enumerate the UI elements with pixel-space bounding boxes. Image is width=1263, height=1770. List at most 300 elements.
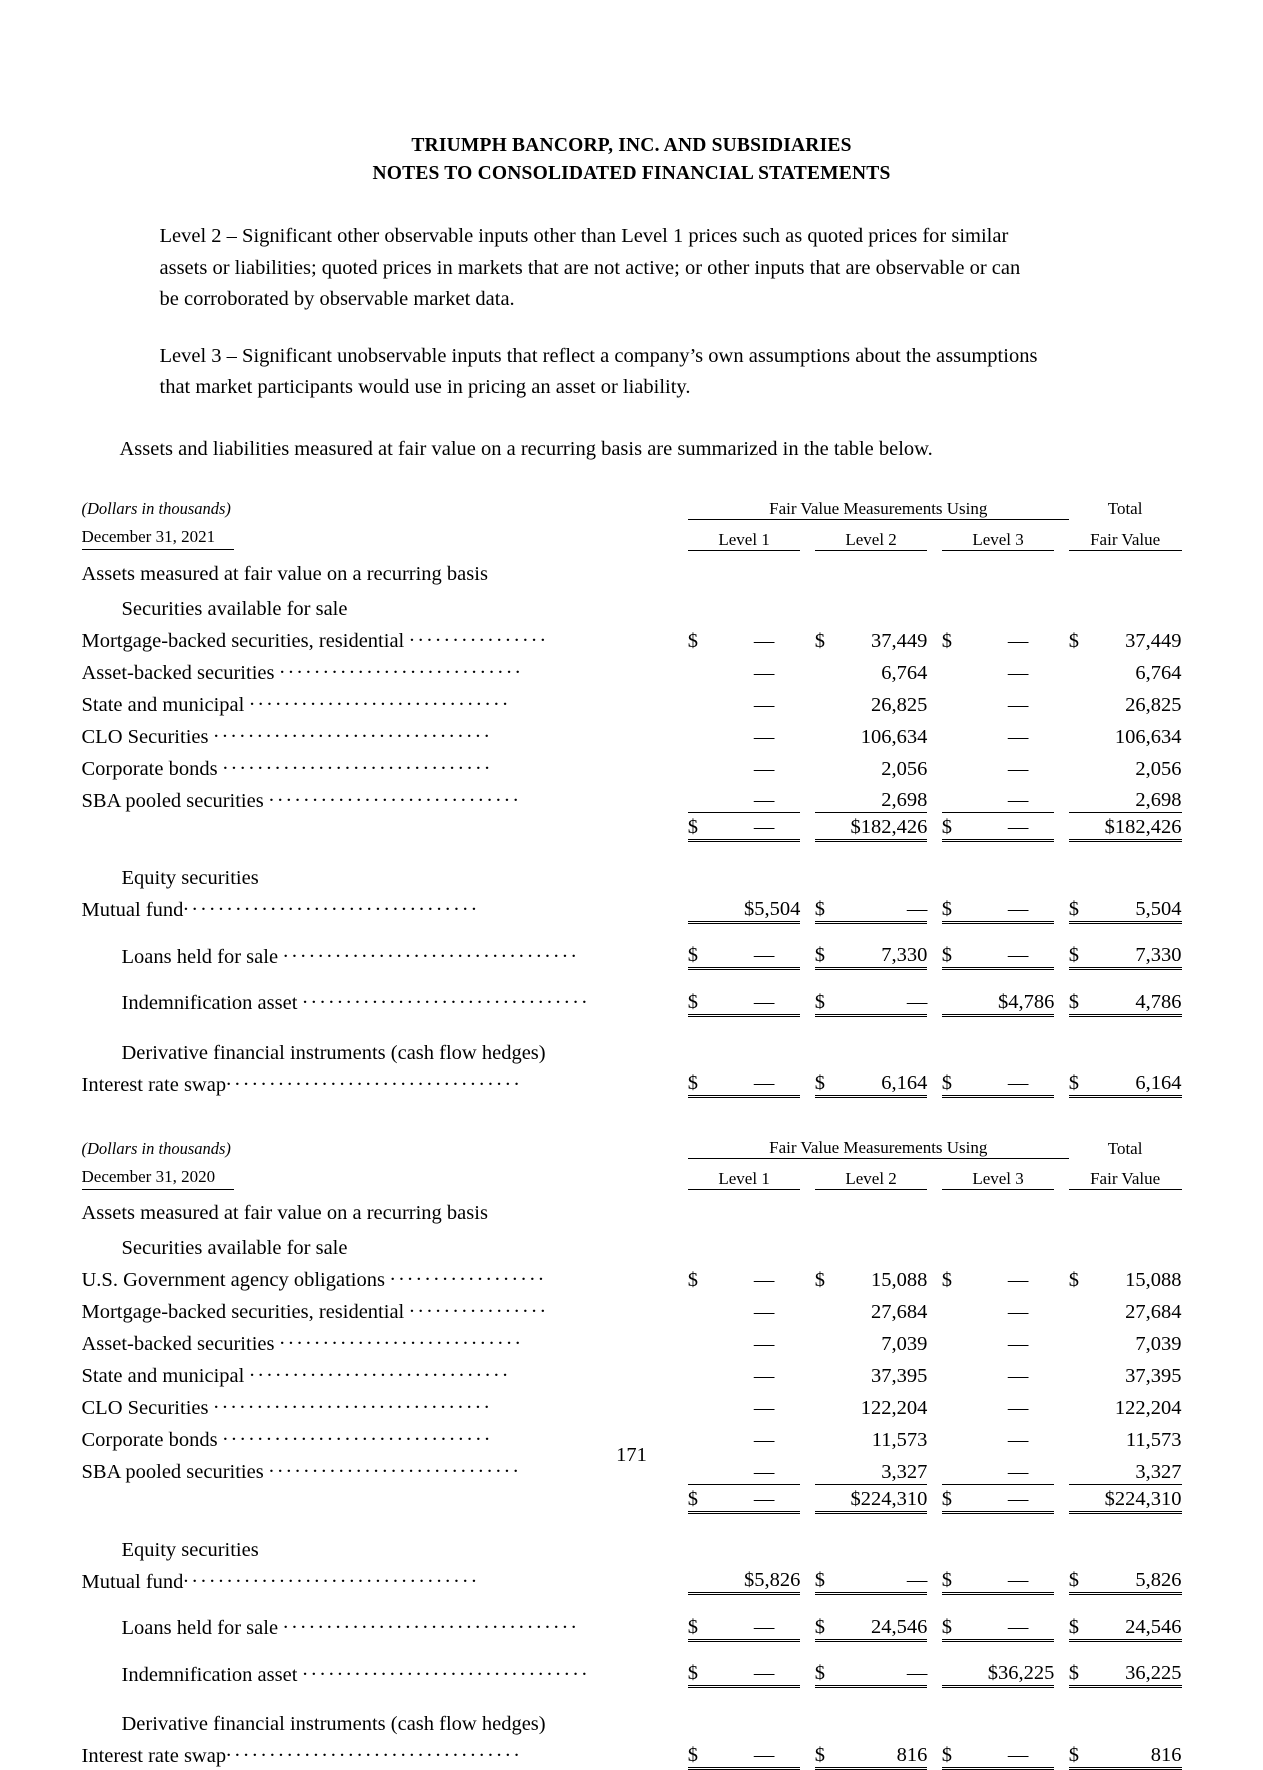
column-header-level-2: Level 2 (815, 519, 928, 550)
level1-value: — (714, 1736, 800, 1768)
leader-dots: .............................. (249, 1359, 512, 1382)
row-label-cell (82, 621, 688, 653)
row-label: State and municipal (81, 1365, 245, 1388)
level1-value: — (714, 1065, 800, 1097)
level2-value: 2,056 (881, 757, 928, 780)
table-units-header-row (82, 1138, 1182, 1159)
row-label-cell (82, 1292, 688, 1324)
level2-symbol (815, 653, 842, 685)
row-label-cell (82, 1736, 688, 1768)
leader-dots: ............................. (268, 1455, 522, 1478)
row-label: Loans held for sale (121, 1617, 279, 1640)
row-label-cell (82, 749, 688, 781)
table-row-interest-rate-swap-2020 (82, 1736, 1182, 1768)
level2-symbol: $ (814, 629, 825, 652)
level1-symbol: $ (688, 937, 715, 969)
level3-symbol: $ (942, 813, 969, 841)
level3-symbol: $ (942, 1562, 969, 1594)
level1-value: — (753, 1397, 775, 1420)
leader-dots: ................................ (213, 719, 493, 742)
table-row-indemnification-asset-2021 (82, 983, 1182, 1015)
total-symbol: $ (1069, 1608, 1096, 1640)
table-row-indemnification-asset-2020 (82, 1655, 1182, 1687)
level3-value: — (1007, 1365, 1029, 1388)
level2-symbol: $ (815, 983, 842, 1015)
total-value: 6,764 (1135, 661, 1182, 684)
level1-symbol: $ (688, 1608, 715, 1640)
level2-value: — (841, 1562, 927, 1594)
level2-symbol (815, 781, 842, 813)
level1-value: $5,826 (714, 1562, 800, 1594)
level3-symbol: $ (942, 1736, 969, 1768)
level1-value: — (714, 937, 800, 969)
level2-value: 7,330 (841, 937, 927, 969)
row-label: Mortgage-backed securities, residential (81, 629, 405, 652)
level1-value: — (753, 693, 775, 716)
table-row (82, 621, 1182, 653)
table-row (82, 1292, 1182, 1324)
level3-symbol: $ (942, 1065, 969, 1097)
paragraph-level-2: Level 2 – Significant other observable inputs other than Level 1 prices such as quoted prices for similar assets or liabilities; quoted prices in markets that are not active; or other inputs that are observable or can be corroborated by observable market data. (159, 225, 1021, 310)
level3-value: — (968, 781, 1054, 813)
level1-value: — (753, 661, 775, 684)
row-label: SBA pooled securities (81, 789, 264, 812)
row-label: Mutual fund (81, 1570, 184, 1593)
total-value: 11,573 (1125, 1429, 1182, 1452)
level3-value: — (968, 937, 1054, 969)
level1-value: — (753, 725, 775, 748)
total-value: 2,056 (1135, 757, 1182, 780)
level3-value: — (968, 1452, 1054, 1484)
row-label: Asset-backed securities (81, 661, 275, 684)
level1-symbol (688, 781, 715, 813)
table-row (82, 1260, 1182, 1292)
total-value: 106,634 (1114, 725, 1182, 748)
leader-dots: ................ (409, 623, 549, 646)
total-symbol (1069, 781, 1096, 813)
level2-symbol: $ (815, 1065, 842, 1097)
total-value: 7,330 (1095, 937, 1181, 969)
row-label: Interest rate swap (81, 1073, 227, 1096)
level3-value: — (1007, 1397, 1029, 1420)
level2-value: $224,310 (841, 1484, 927, 1512)
level2-symbol (815, 717, 842, 749)
leader-dots: ............................ (279, 1327, 524, 1350)
total-value: 7,039 (1135, 1333, 1182, 1356)
table-column-header-row (82, 519, 1182, 550)
level2-symbol: $ (815, 1608, 842, 1640)
section-label-assets: Assets measured at fair value on a recurring basis (81, 1202, 488, 1225)
level3-symbol: $ (942, 1484, 969, 1512)
leader-dots: ................................. (302, 1657, 591, 1680)
level1-value: — (714, 781, 800, 813)
company-title: TRIUMPH BANCORP, INC. AND SUBSIDIARIES (411, 135, 852, 156)
level2-symbol: $ (815, 937, 842, 969)
leader-dots: .................. (390, 1263, 548, 1286)
level2-value: 106,634 (860, 725, 928, 748)
table-row-afs-subtotal-2021 (82, 813, 1182, 841)
section-label-assets: Assets measured at fair value on a recurring basis (81, 562, 488, 585)
level1-value: — (714, 1655, 800, 1687)
level2-value: 3,327 (841, 1452, 927, 1484)
level3-value: — (1007, 1333, 1029, 1356)
section-label-equity-securities: Equity securities (121, 1538, 259, 1561)
level3-symbol (942, 717, 969, 749)
total-symbol: $ (1069, 1736, 1096, 1768)
total-symbol: $ (1068, 629, 1079, 652)
table-row (82, 717, 1182, 749)
level1-value: — (753, 1269, 775, 1292)
level2-value: 7,039 (881, 1333, 928, 1356)
level1-value: — (714, 1452, 800, 1484)
leader-dots: .................................. (226, 1739, 523, 1762)
total-symbol: $ (1068, 1269, 1079, 1292)
leader-dots: .................................. (226, 1067, 523, 1090)
level2-value: — (841, 890, 927, 922)
row-label-cell (82, 1356, 688, 1388)
level2-value: $182,426 (841, 813, 927, 841)
level3-value: — (1007, 1301, 1029, 1324)
column-header-level-3: Level 3 (942, 1159, 1055, 1190)
row-label-cell (82, 890, 688, 922)
level2-symbol (815, 1292, 842, 1324)
total-symbol (1069, 1324, 1096, 1356)
level3-symbol (942, 653, 969, 685)
level1-symbol (688, 1356, 715, 1388)
level1-symbol (688, 685, 715, 717)
page-number: 171 (616, 1444, 647, 1466)
units-label: (Dollars in thousands) (81, 499, 231, 519)
level1-symbol: $ (687, 1269, 699, 1292)
level2-value: 26,825 (871, 693, 928, 716)
table-row-loans-held-for-sale-2021 (82, 937, 1182, 969)
total-symbol (1069, 1356, 1096, 1388)
fair-value-table-2021-block (82, 499, 1182, 1099)
level3-value: $36,225 (968, 1655, 1054, 1687)
paragraph-level-3: Level 3 – Significant unobservable inputs that reflect a company’s own assumptions about the assumptions that market participants would use in pricing an asset or liability. (159, 344, 1038, 398)
level1-symbol (688, 749, 715, 781)
level2-value: — (841, 1655, 927, 1687)
level2-symbol (815, 1484, 842, 1512)
row-label: SBA pooled securities (81, 1461, 264, 1484)
level3-value: — (968, 1065, 1054, 1097)
table-units-header-row (82, 499, 1182, 520)
level2-symbol: $ (815, 1655, 842, 1687)
level3-symbol: $ (941, 629, 952, 652)
table-row (82, 1356, 1182, 1388)
level3-value: — (968, 1484, 1054, 1512)
total-value: 5,826 (1095, 1562, 1181, 1594)
level1-symbol: $ (688, 1484, 715, 1512)
level2-value: 15,088 (871, 1269, 928, 1292)
leader-dots: .................................. (183, 893, 481, 916)
level3-symbol (942, 749, 969, 781)
total-symbol (1069, 1484, 1096, 1512)
level1-value: — (753, 1333, 775, 1356)
column-header-level-1: Level 1 (688, 1159, 801, 1190)
section-row-equity-2021 (82, 855, 1182, 890)
row-label-cell (82, 653, 688, 685)
level3-symbol (942, 1356, 969, 1388)
level1-symbol: $ (688, 1065, 715, 1097)
total-value: 27,684 (1125, 1301, 1182, 1324)
level2-symbol: $ (815, 1562, 842, 1594)
total-value: 15,088 (1125, 1269, 1182, 1292)
level1-symbol: $ (687, 629, 699, 652)
level2-symbol (815, 749, 842, 781)
row-label-cell (82, 1260, 688, 1292)
level2-value: 6,164 (841, 1065, 927, 1097)
total-symbol (1069, 813, 1096, 841)
total-symbol: $ (1069, 1562, 1096, 1594)
level1-symbol (688, 1292, 715, 1324)
level2-value: 2,698 (841, 781, 927, 813)
section-row-derivative-2020 (82, 1701, 1182, 1736)
level1-value: — (753, 1429, 775, 1452)
total-value: 816 (1095, 1736, 1181, 1768)
level3-value: — (1007, 1269, 1029, 1292)
total-header-label: Total (1107, 1138, 1143, 1158)
total-symbol: $ (1069, 937, 1096, 969)
level2-symbol (815, 1388, 842, 1420)
row-label: Mutual fund (81, 899, 184, 922)
level2-value: — (841, 983, 927, 1015)
section-row-afs-2021 (82, 586, 1182, 621)
level3-symbol (942, 1655, 969, 1687)
row-label-cell (82, 1608, 688, 1640)
total-symbol: $ (1069, 983, 1096, 1015)
level2-value: 816 (841, 1736, 927, 1768)
level1-symbol: $ (688, 1655, 715, 1687)
row-label-cell (82, 937, 688, 969)
column-header-level-3: Level 3 (942, 519, 1055, 550)
row-label-cell (82, 685, 688, 717)
total-value: 24,546 (1095, 1608, 1181, 1640)
level1-value: — (714, 1484, 800, 1512)
level1-symbol: $ (688, 983, 715, 1015)
table-row-loans-held-for-sale-2020 (82, 1608, 1182, 1640)
total-value: 4,786 (1095, 983, 1181, 1015)
level3-value: — (1007, 725, 1029, 748)
level3-symbol (942, 685, 969, 717)
table-row-afs-subtotal-2020 (82, 1484, 1182, 1512)
table-row (82, 653, 1182, 685)
table-date-2021: December 31, 2021 (82, 519, 234, 550)
table-row (82, 1388, 1182, 1420)
row-label: Mortgage-backed securities, residential (81, 1301, 405, 1324)
row-label: Interest rate swap (81, 1745, 227, 1768)
table-row-mutual-fund-2021 (82, 890, 1182, 922)
section-label-securities-afs: Securities available for sale (121, 1237, 348, 1260)
section-label-securities-afs: Securities available for sale (121, 597, 348, 620)
level2-symbol (815, 1356, 842, 1388)
level3-symbol: $ (942, 937, 969, 969)
leader-dots: ............................ (279, 655, 524, 678)
level2-value: 27,684 (871, 1301, 928, 1324)
table-row (82, 749, 1182, 781)
level3-value: — (1007, 661, 1029, 684)
column-header-total-fair-value: Fair Value (1069, 1159, 1182, 1190)
table-row (82, 1324, 1182, 1356)
level3-value: — (1007, 693, 1029, 716)
level3-value: — (1007, 1429, 1029, 1452)
row-label-cell (82, 1065, 688, 1097)
document-subtitle: NOTES TO CONSOLIDATED FINANCIAL STATEMENTS (372, 162, 891, 184)
total-symbol: $ (1069, 1655, 1096, 1687)
leader-dots: ............................... (222, 751, 494, 774)
section-label-derivative: Derivative financial instruments (cash flow hedges) (121, 1713, 546, 1736)
level2-value: 11,573 (871, 1429, 928, 1452)
table-row (82, 685, 1182, 717)
total-symbol (1069, 685, 1096, 717)
total-symbol: $ (1069, 890, 1096, 922)
level3-value: $4,786 (968, 983, 1054, 1015)
level3-value: — (1007, 629, 1029, 652)
row-label: CLO Securities (81, 1397, 209, 1420)
column-header-level-1: Level 1 (688, 519, 801, 550)
level2-value: 24,546 (841, 1608, 927, 1640)
row-label-cell (82, 1655, 688, 1687)
table-row (82, 781, 1182, 813)
leader-dots: .................................. (283, 1611, 580, 1634)
leader-dots: ................................. (302, 986, 591, 1009)
level1-value: — (714, 983, 800, 1015)
level1-symbol: $ (688, 813, 715, 841)
level3-value: — (968, 1608, 1054, 1640)
section-row-equity-2020 (82, 1527, 1182, 1562)
level1-value: — (753, 757, 775, 780)
document-header (0, 0, 1263, 187)
paragraph-intro: Assets and liabilities measured at fair value on a recurring basis are summarized in the table below. (119, 438, 933, 461)
level3-value: — (1007, 757, 1029, 780)
total-value: $182,426 (1095, 813, 1181, 841)
total-value: 37,395 (1125, 1365, 1182, 1388)
level2-symbol (815, 685, 842, 717)
leader-dots: ................ (409, 1295, 549, 1318)
total-value: 3,327 (1095, 1452, 1181, 1484)
level1-symbol (688, 1324, 715, 1356)
leader-dots: .................................. (283, 939, 580, 962)
level2-value: 37,395 (871, 1365, 928, 1388)
row-label-cell (82, 781, 688, 813)
total-symbol (1069, 653, 1096, 685)
row-label-cell (82, 1388, 688, 1420)
level2-value: 122,204 (860, 1397, 928, 1420)
level1-value: — (714, 1608, 800, 1640)
level3-value: — (968, 1562, 1054, 1594)
level3-symbol (942, 1324, 969, 1356)
date-cell-wrapper (82, 1159, 688, 1190)
level1-symbol (688, 717, 715, 749)
leader-dots: ............................. (268, 783, 522, 806)
level2-symbol: $ (814, 1269, 825, 1292)
row-label: CLO Securities (81, 725, 209, 748)
table-date-2020: December 31, 2020 (82, 1159, 234, 1190)
total-value: 37,449 (1125, 629, 1182, 652)
level1-symbol (688, 890, 715, 922)
total-value: 6,164 (1095, 1065, 1181, 1097)
row-label-cell (82, 1324, 688, 1356)
total-value: 26,825 (1125, 693, 1182, 716)
table-column-header-row (82, 1159, 1182, 1190)
row-label: Corporate bonds (81, 757, 218, 780)
total-value: 2,698 (1095, 781, 1181, 813)
leader-dots: .................................. (183, 1564, 481, 1587)
body-text-block (82, 221, 1182, 465)
level3-symbol: $ (941, 1269, 952, 1292)
level1-symbol (688, 653, 715, 685)
level1-symbol (688, 1562, 715, 1594)
leader-dots: ............................... (222, 1423, 494, 1446)
section-row-afs-2020 (82, 1225, 1182, 1260)
total-symbol (1069, 749, 1096, 781)
date-cell-wrapper (82, 519, 688, 550)
row-label: U.S. Government agency obligations (81, 1269, 385, 1292)
table-row-mutual-fund-2020 (82, 1562, 1182, 1594)
level2-value: 37,449 (871, 629, 928, 652)
level2-value: 6,764 (881, 661, 928, 684)
level1-value: — (714, 813, 800, 841)
row-label: State and municipal (81, 693, 245, 716)
level3-symbol: $ (942, 890, 969, 922)
level1-value: $5,504 (714, 890, 800, 922)
level3-symbol (942, 983, 969, 1015)
row-label: Indemnification asset (121, 992, 298, 1015)
leader-dots: .............................. (249, 687, 512, 710)
level1-value: — (753, 629, 775, 652)
row-label: Corporate bonds (81, 1429, 218, 1452)
level3-symbol (942, 781, 969, 813)
row-label: Indemnification asset (121, 1663, 298, 1686)
level2-symbol (815, 1324, 842, 1356)
level2-symbol: $ (815, 890, 842, 922)
total-value: 5,504 (1095, 890, 1181, 922)
section-row-assets-2020 (82, 1190, 1182, 1226)
level3-symbol: $ (942, 1608, 969, 1640)
section-label-equity-securities: Equity securities (121, 867, 259, 890)
row-label-cell (82, 983, 688, 1015)
level3-symbol (942, 1388, 969, 1420)
total-value: $224,310 (1095, 1484, 1181, 1512)
fair-value-table-2021 (82, 499, 1182, 1099)
level2-symbol: $ (815, 1736, 842, 1768)
units-label: (Dollars in thousands) (81, 1138, 231, 1158)
level3-value: — (968, 890, 1054, 922)
level1-symbol: $ (688, 1736, 715, 1768)
total-value: 36,225 (1095, 1655, 1181, 1687)
total-symbol (1069, 1388, 1096, 1420)
total-header-label: Total (1107, 499, 1143, 519)
column-header-level-2: Level 2 (815, 1159, 928, 1190)
leader-dots: ................................ (213, 1391, 493, 1414)
total-symbol: $ (1069, 1065, 1096, 1097)
level1-value: — (753, 1365, 775, 1388)
section-label-derivative: Derivative financial instruments (cash flow hedges) (121, 1041, 546, 1064)
row-label-cell (82, 1562, 688, 1594)
level2-symbol (815, 813, 842, 841)
table-row-interest-rate-swap-2021 (82, 1065, 1182, 1097)
total-symbol (1069, 717, 1096, 749)
group-header-fair-value: Fair Value Measurements Using (688, 499, 1069, 520)
level3-value: — (968, 1736, 1054, 1768)
total-value: 122,204 (1114, 1397, 1182, 1420)
row-label-cell (82, 717, 688, 749)
level3-symbol (942, 1292, 969, 1324)
column-header-total-fair-value: Fair Value (1069, 519, 1182, 550)
row-label: Loans held for sale (121, 945, 279, 968)
level1-value: — (753, 1301, 775, 1324)
section-row-derivative-2021 (82, 1030, 1182, 1065)
